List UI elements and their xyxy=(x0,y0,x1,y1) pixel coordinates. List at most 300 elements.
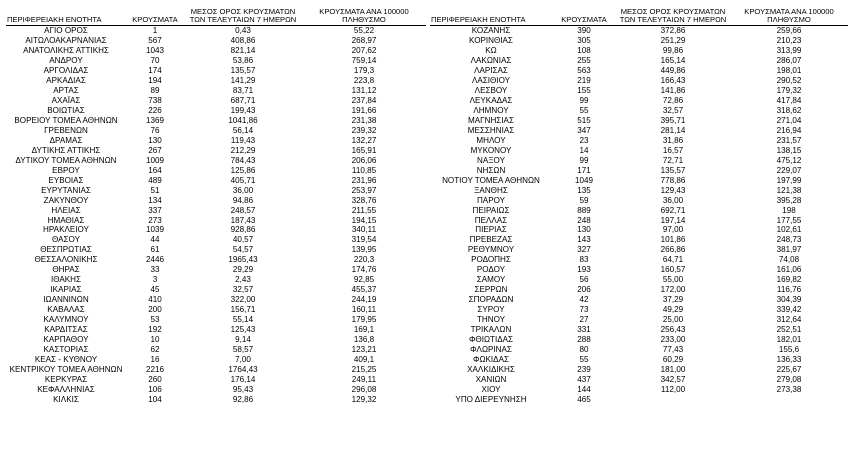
table-row xyxy=(430,116,848,126)
cases-cell: 45 xyxy=(150,285,160,295)
cases-cell: 16 xyxy=(150,354,160,364)
table-row xyxy=(6,365,426,375)
avg7-cell: 92,86 xyxy=(232,394,254,404)
region-cell: ΗΛΕΙΑΣ xyxy=(51,205,81,215)
region-cell: ΒΟΡΕΙΟΥ ΤΟΜΕΑ ΑΘΗΝΩΝ xyxy=(14,115,118,125)
cases-cell: 76 xyxy=(150,125,160,135)
table-row xyxy=(6,295,426,305)
cases-cell: 61 xyxy=(150,245,160,255)
cases-cell: 192 xyxy=(148,325,162,334)
avg7-cell: 37,29 xyxy=(662,295,684,305)
avg7-cell: 77,43 xyxy=(662,344,684,354)
region-cell: ΚΟΡΙΝΘΙΑΣ xyxy=(469,36,513,46)
region-cell: ΤΡΙΚΑΛΩΝ xyxy=(470,325,512,334)
per100k-cell: 231,96 xyxy=(351,175,377,185)
avg7-cell: 32,57 xyxy=(232,285,254,295)
avg7-cell: 778,86 xyxy=(660,175,686,185)
region-cell: ΥΠΟ ΔΙΕΡΕΥΝΗΣΗ xyxy=(455,394,527,404)
per100k-cell: 55,22 xyxy=(353,26,375,36)
right-data-table xyxy=(430,8,848,405)
table-row xyxy=(6,186,426,196)
avg7-cell: 58,57 xyxy=(232,344,254,354)
per100k-cell: 248,73 xyxy=(776,235,802,245)
per100k-cell: 304,39 xyxy=(776,295,802,305)
region-cell: ΑΝΑΤΟΛΙΚΗΣ ΑΤΤΙΚΗΣ xyxy=(23,46,109,56)
per100k-cell: 161,06 xyxy=(776,265,802,275)
region-cell: ΙΚΑΡΙΑΣ xyxy=(50,285,82,295)
region-cell: ΘΕΣΠΡΩΤΙΑΣ xyxy=(40,245,92,255)
avg7-cell: 197,14 xyxy=(660,215,686,225)
per100k-cell: 455,37 xyxy=(351,285,377,295)
cases-cell: 219 xyxy=(577,76,591,86)
cases-cell: 465 xyxy=(577,394,591,404)
per100k-cell: 220,3 xyxy=(353,255,375,265)
region-cell: ΠΑΡΟΥ xyxy=(476,195,506,205)
cases-cell: 1043 xyxy=(145,46,164,56)
table-row xyxy=(430,166,848,176)
cases-cell: 134 xyxy=(148,195,162,205)
region-cell: ΘΗΡΑΣ xyxy=(52,265,80,275)
per100k-cell: 381,97 xyxy=(776,245,802,255)
cases-cell: 3 xyxy=(152,275,158,285)
per100k-cell: 312,64 xyxy=(776,315,802,325)
region-cell: ΣΠΟΡΑΔΩΝ xyxy=(468,295,514,305)
table-row xyxy=(430,186,848,196)
avg7-cell: 405,71 xyxy=(230,175,256,185)
per100k-cell: 216,94 xyxy=(776,125,802,135)
region-cell: ΠΕΛΛΑΣ xyxy=(474,215,508,225)
cases-cell: 200 xyxy=(148,305,162,315)
per100k-cell: 231,57 xyxy=(776,135,802,145)
per100k-cell: 417,84 xyxy=(776,96,802,106)
avg7-cell: 125,43 xyxy=(230,325,256,334)
table-row xyxy=(430,255,848,265)
table-row xyxy=(6,245,426,255)
region-cell: ΤΗΝΟΥ xyxy=(476,315,506,325)
cases-cell: 59 xyxy=(579,195,589,205)
table-row xyxy=(430,335,848,345)
region-cell: ΔΡΑΜΑΣ xyxy=(49,135,83,145)
table-row xyxy=(430,285,848,295)
per100k-cell: 290,52 xyxy=(776,76,802,86)
header-avg7: ΜΕΣΟΣ ΟΡΟΣ ΚΡΟΥΣΜΑΤΩΝ ΤΩΝ ΤΕΛΕΥΤΑΙΩΝ 7 ΗΜΕΡΩΝ xyxy=(616,8,730,26)
region-cell: ΣΕΡΡΩΝ xyxy=(474,285,508,295)
region-cell: ΠΙΕΡΙΑΣ xyxy=(475,225,507,235)
region-cell: ΡΟΔΟΠΗΣ xyxy=(471,255,511,265)
left-header-row xyxy=(6,8,426,26)
avg7-cell: 72,71 xyxy=(662,155,684,165)
avg7-cell: 135,57 xyxy=(230,66,256,76)
region-cell: ΗΜΑΘΙΑΣ xyxy=(47,215,85,225)
avg7-cell: 233,00 xyxy=(660,334,686,344)
table-row xyxy=(6,66,426,76)
region-cell: ΔΥΤΙΚΗΣ ΑΤΤΙΚΗΣ xyxy=(31,145,101,155)
per100k-cell: 229,07 xyxy=(776,165,802,175)
table-row xyxy=(6,156,426,166)
table-row xyxy=(430,265,848,275)
table-row xyxy=(430,36,848,46)
table-row xyxy=(6,46,426,56)
cases-cell: 563 xyxy=(577,66,591,76)
per100k-cell: 155,6 xyxy=(778,344,800,354)
region-cell: ΗΡΑΚΛΕΙΟΥ xyxy=(43,225,89,235)
region-cell: ΑΙΤΩΛΟΑΚΑΡΝΑΝΙΑΣ xyxy=(25,36,107,46)
per100k-cell: 194,15 xyxy=(351,215,377,225)
cases-cell: 437 xyxy=(577,374,591,384)
region-cell: ΑΡΚΑΔΙΑΣ xyxy=(46,76,86,86)
avg7-cell: 55,00 xyxy=(662,275,684,285)
per100k-cell: 244,19 xyxy=(351,295,377,305)
right-header-row xyxy=(430,8,848,26)
table-row xyxy=(6,146,426,156)
avg7-cell: 32,57 xyxy=(662,106,684,116)
table-row xyxy=(430,46,848,56)
cases-cell: 194 xyxy=(148,76,162,86)
cases-cell: 1009 xyxy=(145,155,164,165)
per100k-cell: 169,82 xyxy=(776,275,802,285)
region-cell: ΝΟΤΙΟΥ ΤΟΜΕΑ ΑΘΗΝΩΝ xyxy=(442,175,540,185)
avg7-cell: 322,00 xyxy=(230,295,256,305)
avg7-cell: 55,14 xyxy=(232,315,254,325)
per100k-cell: 409,1 xyxy=(353,354,375,364)
table-row xyxy=(6,106,426,116)
table-row xyxy=(430,26,848,36)
avg7-cell: 251,29 xyxy=(660,36,686,46)
table-row xyxy=(430,275,848,285)
cases-cell: 337 xyxy=(148,205,162,215)
avg7-cell: 72,86 xyxy=(662,96,684,106)
table-row xyxy=(430,156,848,166)
avg7-cell: 36,00 xyxy=(662,195,684,205)
cases-cell: 130 xyxy=(148,135,162,145)
cases-cell: 171 xyxy=(577,165,591,175)
cases-cell: 99 xyxy=(579,155,589,165)
header-avg7: ΜΕΣΟΣ ΟΡΟΣ ΚΡΟΥΣΜΑΤΩΝ ΤΩΝ ΤΕΛΕΥΤΑΙΩΝ 7 ΗΜΕΡΩΝ xyxy=(184,8,302,26)
left-data-table xyxy=(6,8,426,405)
table-row xyxy=(430,56,848,66)
cases-cell: 390 xyxy=(577,26,591,36)
avg7-cell: 449,86 xyxy=(660,66,686,76)
cases-cell: 255 xyxy=(577,56,591,66)
per100k-cell: 339,42 xyxy=(776,305,802,315)
cases-cell: 267 xyxy=(148,145,162,155)
cases-cell: 239 xyxy=(577,364,591,374)
table-row xyxy=(430,385,848,395)
region-cell: ΣΑΜΟΥ xyxy=(476,275,506,285)
region-cell: ΠΕΙΡΑΙΩΣ xyxy=(472,205,510,215)
cases-cell: 14 xyxy=(579,145,589,155)
per100k-cell: 121,38 xyxy=(776,185,802,195)
cases-cell: 1 xyxy=(152,26,158,36)
cases-cell: 567 xyxy=(148,36,162,46)
per100k-cell: 110,85 xyxy=(351,165,377,175)
table-row xyxy=(430,365,848,375)
per100k-cell: 102,61 xyxy=(776,225,802,235)
per100k-cell: 207,62 xyxy=(351,46,377,56)
table-row xyxy=(430,375,848,385)
table-row xyxy=(430,106,848,116)
region-cell: ΚΕΝΤΡΙΚΟΥ ΤΟΜΕΑ ΑΘΗΝΩΝ xyxy=(9,364,123,374)
header-per100k: ΚΡΟΥΣΜΑΤΑ ΑΝΑ 100000 ΠΛΗΘΥΣΜΟ xyxy=(730,8,848,26)
cases-cell: 347 xyxy=(577,125,591,135)
per100k-cell: 138,15 xyxy=(776,145,802,155)
avg7-cell xyxy=(616,395,730,405)
cases-cell: 56 xyxy=(579,275,589,285)
avg7-cell: 784,43 xyxy=(230,155,256,165)
table-row xyxy=(430,206,848,216)
table-row xyxy=(430,136,848,146)
per100k-cell: 223,8 xyxy=(353,76,375,86)
region-cell: ΧΑΛΚΙΔΙΚΗΣ xyxy=(467,364,515,374)
cases-cell: 106 xyxy=(148,384,162,394)
cases-cell: 1369 xyxy=(145,115,164,125)
per100k-cell: 165,91 xyxy=(351,145,377,155)
region-cell: ΚΟΖΑΝΗΣ xyxy=(471,26,511,36)
cases-cell: 62 xyxy=(150,344,160,354)
table-row xyxy=(430,126,848,136)
table-row xyxy=(430,315,848,325)
header-region: ΠΕΡΙΦΕΡΕΙΑΚΗ ΕΝΟΤΗΤΑ xyxy=(6,8,126,26)
header-region: ΠΕΡΙΦΕΡΕΙΑΚΗ ΕΝΟΤΗΤΑ xyxy=(430,8,552,26)
avg7-cell: 181,00 xyxy=(660,364,686,374)
region-cell: ΘΑΣΟΥ xyxy=(52,235,80,245)
avg7-cell: 53,86 xyxy=(232,56,254,66)
per100k-cell: 249,11 xyxy=(351,374,377,384)
avg7-cell: 7,00 xyxy=(235,354,251,364)
table-row xyxy=(6,235,426,245)
cases-cell: 331 xyxy=(577,325,591,334)
cases-cell: 206 xyxy=(577,285,591,295)
table-row xyxy=(430,345,848,355)
cases-cell: 305 xyxy=(577,36,591,46)
region-cell: ΓΡΕΒΕΝΩΝ xyxy=(44,125,88,135)
per100k-cell: 132,27 xyxy=(351,135,377,145)
cases-cell: 143 xyxy=(577,235,591,245)
avg7-cell: 0,43 xyxy=(235,26,251,36)
avg7-cell: 2,43 xyxy=(235,275,251,285)
cases-cell: 260 xyxy=(148,374,162,384)
per100k-cell: 191,66 xyxy=(351,106,377,116)
table-row xyxy=(430,395,848,405)
table-row xyxy=(6,36,426,46)
region-cell: ΚΑΡΠΑΘΟΥ xyxy=(43,334,89,344)
region-cell: ΛΑΡΙΣΑΣ xyxy=(474,66,508,76)
region-cell: ΕΥΡΥΤΑΝΙΑΣ xyxy=(41,185,91,195)
avg7-cell: 141,86 xyxy=(660,86,686,96)
region-cell: ΖΑΚΥΝΘΟΥ xyxy=(43,195,89,205)
avg7-cell: 256,43 xyxy=(660,325,686,334)
per100k-cell: 239,32 xyxy=(351,125,377,135)
per100k-cell: 253,97 xyxy=(351,185,377,195)
cases-cell: 288 xyxy=(577,334,591,344)
table-row xyxy=(6,395,426,405)
cases-cell: 273 xyxy=(148,215,162,225)
per100k-cell: 179,95 xyxy=(351,315,377,325)
avg7-cell: 928,86 xyxy=(230,225,256,235)
avg7-cell: 83,71 xyxy=(232,86,254,96)
avg7-cell: 9,14 xyxy=(235,334,251,344)
avg7-cell: 395,71 xyxy=(660,115,686,125)
per100k-cell: 206,06 xyxy=(351,155,377,165)
cases-cell: 53 xyxy=(150,315,160,325)
table-row xyxy=(430,235,848,245)
table-row xyxy=(430,76,848,86)
cases-cell: 104 xyxy=(148,394,162,404)
avg7-cell: 64,71 xyxy=(662,255,684,265)
avg7-cell: 129,43 xyxy=(660,185,686,195)
avg7-cell: 36,00 xyxy=(232,185,254,195)
avg7-cell: 56,14 xyxy=(232,125,254,135)
per100k-cell: 139,95 xyxy=(351,245,377,255)
region-cell: ΑΡΓΟΛΙΔΑΣ xyxy=(43,66,89,76)
table-row xyxy=(6,355,426,365)
per100k-cell: 273,38 xyxy=(776,384,802,394)
avg7-cell: 54,57 xyxy=(232,245,254,255)
per100k-cell: 252,51 xyxy=(776,325,802,334)
cases-cell: 327 xyxy=(577,245,591,255)
avg7-cell: 342,57 xyxy=(660,374,686,384)
avg7-cell: 49,29 xyxy=(662,305,684,315)
region-cell: ΦΩΚΙΔΑΣ xyxy=(473,354,509,364)
cases-cell: 226 xyxy=(148,106,162,116)
per100k-cell: 92,85 xyxy=(353,275,375,285)
avg7-cell: 119,43 xyxy=(230,135,256,145)
region-cell: ΛΕΣΒΟΥ xyxy=(474,86,508,96)
table-row xyxy=(6,116,426,126)
avg7-cell: 125,86 xyxy=(230,165,256,175)
header-per100k: ΚΡΟΥΣΜΑΤΑ ΑΝΑ 100000 ΠΛΗΘΥΣΜΟ xyxy=(302,8,426,26)
table-row xyxy=(6,126,426,136)
per100k-cell: 313,99 xyxy=(776,46,802,56)
table-row xyxy=(6,26,426,36)
per100k-cell: 174,76 xyxy=(351,265,377,275)
table-row xyxy=(6,305,426,315)
cases-cell: 489 xyxy=(148,175,162,185)
region-cell: ΝΑΞΟΥ xyxy=(477,155,505,165)
per100k-cell: 237,84 xyxy=(351,96,377,106)
per100k-cell: 169,1 xyxy=(353,325,375,334)
per100k-cell xyxy=(730,395,848,405)
per100k-cell: 340,11 xyxy=(351,225,377,235)
per100k-cell: 179,32 xyxy=(776,86,802,96)
table-row xyxy=(430,96,848,106)
table-row xyxy=(6,136,426,146)
avg7-cell: 166,43 xyxy=(660,76,686,86)
table-row xyxy=(6,216,426,226)
cases-cell: 44 xyxy=(150,235,160,245)
per100k-cell: 225,67 xyxy=(776,364,802,374)
cases-cell: 515 xyxy=(577,115,591,125)
avg7-cell: 408,86 xyxy=(230,36,256,46)
per100k-cell: 286,07 xyxy=(776,56,802,66)
cases-cell: 99 xyxy=(579,96,589,106)
cases-cell: 80 xyxy=(579,344,589,354)
avg7-cell: 25,00 xyxy=(662,315,684,325)
per100k-cell: 160,11 xyxy=(351,305,377,315)
table-row xyxy=(6,335,426,345)
region-cell: ΜΕΣΣΗΝΙΑΣ xyxy=(467,125,515,135)
table-row xyxy=(6,255,426,265)
table-row xyxy=(430,146,848,156)
table-row xyxy=(430,225,848,235)
table-row xyxy=(430,245,848,255)
table-row xyxy=(430,216,848,226)
per100k-cell: 210,23 xyxy=(776,36,802,46)
region-cell: ΡΕΘΥΜΝΟΥ xyxy=(467,245,515,255)
cases-cell: 70 xyxy=(150,56,160,66)
table-row xyxy=(6,196,426,206)
avg7-cell: 692,71 xyxy=(660,205,686,215)
region-cell: ΧΙΟΥ xyxy=(481,384,501,394)
per100k-cell: 129,32 xyxy=(351,394,377,404)
per100k-cell: 318,62 xyxy=(776,106,802,116)
header-cases: ΚΡΟΥΣΜΑΤΑ xyxy=(126,8,184,26)
per100k-cell: 116,76 xyxy=(776,285,802,295)
region-cell: ΔΥΤΙΚΟΥ ΤΟΜΕΑ ΑΘΗΝΩΝ xyxy=(15,155,117,165)
table-row xyxy=(430,295,848,305)
avg7-cell: 16,57 xyxy=(662,145,684,155)
avg7-cell: 248,57 xyxy=(230,205,256,215)
table-row xyxy=(6,76,426,86)
region-cell: ΛΑΚΩΝΙΑΣ xyxy=(470,56,512,66)
avg7-cell: 266,86 xyxy=(660,245,686,255)
avg7-cell: 1041,86 xyxy=(228,115,258,125)
cases-cell: 410 xyxy=(148,295,162,305)
avg7-cell: 372,86 xyxy=(660,26,686,36)
region-cell: ΕΒΡΟΥ xyxy=(52,165,80,175)
region-cell: ΙΩΑΝΝΙΝΩΝ xyxy=(43,295,89,305)
region-cell: ΜΥΚΟΝΟΥ xyxy=(470,145,512,155)
avg7-cell: 199,43 xyxy=(230,106,256,116)
cases-cell: 27 xyxy=(579,315,589,325)
avg7-cell: 165,14 xyxy=(660,56,686,66)
cases-cell: 10 xyxy=(150,334,160,344)
region-cell: ΚΩ xyxy=(485,46,497,56)
table-row xyxy=(6,375,426,385)
table-row xyxy=(6,176,426,186)
cases-cell: 83 xyxy=(579,255,589,265)
avg7-cell: 1965,43 xyxy=(228,255,258,265)
table-row xyxy=(6,56,426,66)
table-row xyxy=(430,86,848,96)
region-cell: ΛΕΥΚΑΔΑΣ xyxy=(469,96,513,106)
region-cell: ΛΑΣΙΘΙΟΥ xyxy=(471,76,511,86)
cases-cell: 55 xyxy=(579,106,589,116)
per100k-cell: 74,08 xyxy=(778,255,800,265)
avg7-cell: 97,00 xyxy=(662,225,684,235)
avg7-cell: 156,71 xyxy=(230,305,256,315)
avg7-cell: 176,14 xyxy=(230,374,256,384)
per100k-cell: 177,55 xyxy=(776,215,802,225)
region-cell: ΑΧΑΪΑΣ xyxy=(51,96,81,106)
per100k-cell: 395,28 xyxy=(776,195,802,205)
left-table-panel xyxy=(6,8,426,405)
per100k-cell: 279,08 xyxy=(776,374,802,384)
cases-cell: 42 xyxy=(579,295,589,305)
cases-cell: 155 xyxy=(577,86,591,96)
per100k-cell: 197,99 xyxy=(776,175,802,185)
table-row xyxy=(6,285,426,295)
region-cell: ΑΓΙΟ ΟΡΟΣ xyxy=(44,26,88,36)
region-cell: ΚΑΣΤΟΡΙΑΣ xyxy=(43,344,89,354)
table-row xyxy=(6,166,426,176)
table-row xyxy=(430,66,848,76)
cases-cell: 2216 xyxy=(145,364,164,374)
region-cell: ΦΘΙΩΤΙΔΑΣ xyxy=(468,334,514,344)
region-cell: ΚΕΦΑΛΛΗΝΙΑΣ xyxy=(37,384,95,394)
table-row xyxy=(430,325,848,335)
cases-cell: 1039 xyxy=(145,225,164,235)
